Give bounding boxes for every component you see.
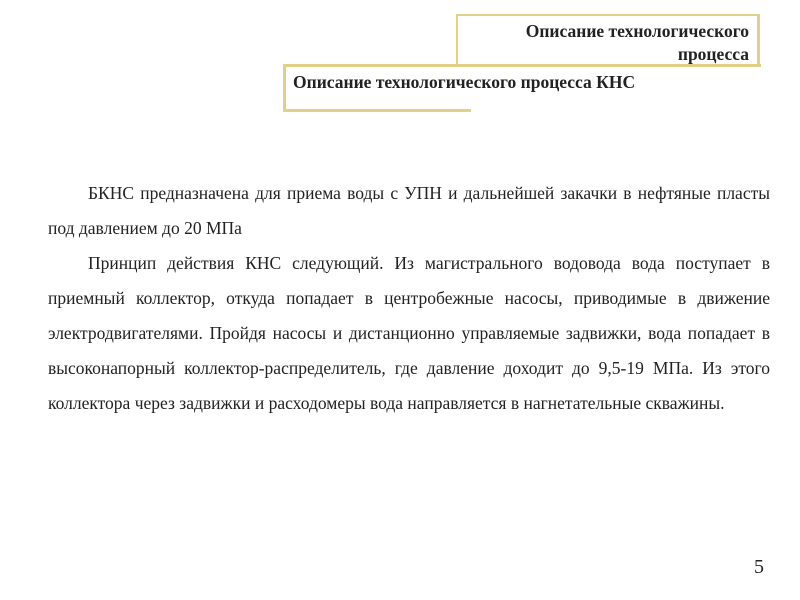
page-number: 5 bbox=[754, 556, 764, 578]
subtitle-frame bbox=[283, 64, 761, 112]
body-text bbox=[48, 176, 770, 421]
subtitle-left-border bbox=[283, 64, 286, 110]
subtitle-top-border bbox=[283, 64, 761, 67]
paragraph-purpose: БКНС предназначена для приема воды с УПН и дальнейшей закачки в нефтяные пласты под давлением до 20 МПа bbox=[48, 183, 770, 238]
page-subtitle: Описание технологического процесса КНС bbox=[293, 72, 636, 92]
page-title: Описание технологического процесса bbox=[525, 21, 749, 64]
subtitle-bottom-border bbox=[283, 109, 471, 112]
title-frame bbox=[456, 14, 760, 66]
paragraph-principle: Принцип действия КНС следующий. Из магистрального водовода вода поступает в приемный коллектор, откуда попадает в центробежные насосы, приводимые в движение электродвигателями. Пройдя насосы и дистанционно управляемые задвижки, вода попадает в высоконапорный коллектор-распределитель, где давление доходит до 9,5-19 МПа. Из этого коллектора через задвижки и расходомеры вода направляется в нагнетательные скважины. bbox=[48, 253, 770, 413]
